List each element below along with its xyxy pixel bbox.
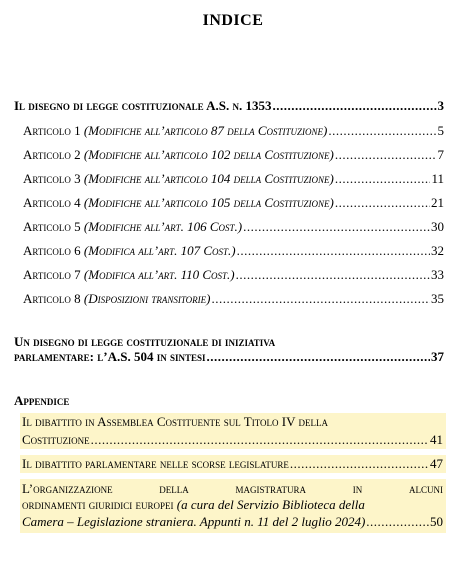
toc-article-label: Articolo 6 (23, 243, 81, 258)
toc-article-desc: (Modifiche all’articolo 102 della Costituzione) (83, 147, 334, 162)
toc-article-4[interactable] (23, 194, 444, 212)
toc-leader (328, 122, 436, 140)
word: in (352, 481, 363, 496)
toc-article-8[interactable] (23, 290, 444, 308)
toc-article-text (23, 146, 334, 164)
appendix-item-3-note: (a cura del Servizio Biblioteca della (176, 497, 365, 512)
toc-page-number: 5 (437, 123, 444, 138)
toc-page-number: 41 (430, 432, 443, 447)
toc-article-label: Articolo 4 (23, 195, 81, 210)
appendix-item-1-line1[interactable]: Il dibattito in Assemblea Costituente sul Titolo IV della (22, 414, 329, 429)
toc-article-desc: (Modifiche all’articolo 104 della Costituzione) (83, 171, 334, 186)
toc-article-2[interactable] (23, 146, 444, 164)
toc-article-label: Articolo 7 (23, 267, 81, 282)
toc-article-3[interactable] (23, 170, 444, 188)
appendix-item-3-title-cont: ordinamenti giuridici europei (22, 497, 174, 512)
toc-article-desc: (Modifiche all’articolo 87 della Costituzione) (83, 123, 328, 138)
toc-article-desc: (Modifica all’art. 107 Cost.) (83, 243, 236, 258)
toc-page-number: 32 (431, 243, 444, 258)
toc-article-text (23, 170, 334, 188)
toc-article-text (23, 194, 334, 212)
appendix-item-2[interactable] (22, 455, 443, 473)
toc-article-text (23, 266, 235, 284)
toc-leader (290, 455, 429, 473)
toc-page-number: 3 (437, 98, 444, 113)
toc-article-desc: (Modifiche all’art. 106 Cost.) (83, 219, 243, 234)
toc-article-1[interactable] (23, 122, 444, 140)
toc-leader (236, 266, 430, 284)
toc-leader (335, 194, 430, 212)
toc-article-desc: (Disposizioni transitorie) (83, 291, 211, 306)
appendix-item-1[interactable] (22, 431, 443, 449)
toc-leader (211, 290, 430, 308)
toc-page-number: 30 (431, 219, 444, 234)
toc-article-7[interactable] (23, 266, 444, 284)
toc-article-text (23, 122, 327, 140)
toc-article-label: Articolo 2 (23, 147, 81, 162)
word: magistratura (235, 481, 307, 496)
index-title: INDICE (202, 12, 264, 29)
toc-leader (335, 170, 431, 188)
toc-article-desc: (Modifiche all’articolo 105 della Costituzione) (83, 195, 334, 210)
toc-page-number: 50 (430, 514, 443, 529)
toc-article-5[interactable] (23, 218, 444, 236)
toc-article-label: Articolo 1 (23, 123, 81, 138)
toc-page-number: 47 (430, 456, 443, 471)
toc-article-desc: (Modifica all’art. 110 Cost.) (83, 267, 235, 282)
toc-second-section-line2: parlamentare: l’A.S. 504 in sintesi (14, 349, 206, 364)
toc-leader (366, 513, 429, 531)
word: alcuni (409, 481, 444, 496)
toc-page-number: 37 (431, 349, 444, 364)
toc-page-number: 7 (437, 147, 444, 162)
toc-leader (273, 97, 437, 115)
toc-page-number: 35 (431, 291, 444, 306)
appendix-item-1-line2: Costituzione (22, 432, 90, 447)
appendix-item-3-line1[interactable] (22, 481, 443, 497)
toc-article-text (23, 290, 210, 308)
toc-second-section-line1[interactable]: Un disegno di legge costituzionale di iniziativa (14, 334, 276, 349)
word: L’organizzazione (22, 481, 113, 496)
toc-page-number: 21 (431, 195, 444, 210)
toc-leader (335, 146, 437, 164)
toc-leader (206, 348, 430, 366)
toc-article-6[interactable] (23, 242, 444, 260)
word: della (159, 481, 189, 496)
toc-article-label: Articolo 8 (23, 291, 81, 306)
toc-article-label: Articolo 5 (23, 219, 81, 234)
toc-leader (91, 431, 429, 449)
toc-leader (237, 242, 430, 260)
toc-page-number: 11 (431, 171, 444, 186)
appendix-item-2-label: Il dibattito parlamentare nelle scorse legislature (22, 456, 289, 471)
toc-article-text (23, 242, 236, 260)
appendix-item-3-line2[interactable] (22, 497, 365, 513)
toc-main-section[interactable] (14, 97, 444, 115)
toc-main-label: Il disegno di legge costituzionale A.S. n. 1353 (14, 98, 272, 113)
toc-leader (243, 218, 430, 236)
toc-page-number: 33 (431, 267, 444, 282)
appendix-item-3[interactable] (22, 513, 443, 531)
appendix-item-3-line3: Camera – Legislazione straniera. Appunti n. 11 del 2 luglio 2024) (22, 514, 366, 529)
toc-article-text (23, 218, 242, 236)
appendix-heading: Appendice (14, 393, 70, 408)
toc-article-label: Articolo 3 (23, 171, 81, 186)
toc-second-section[interactable] (14, 348, 444, 366)
